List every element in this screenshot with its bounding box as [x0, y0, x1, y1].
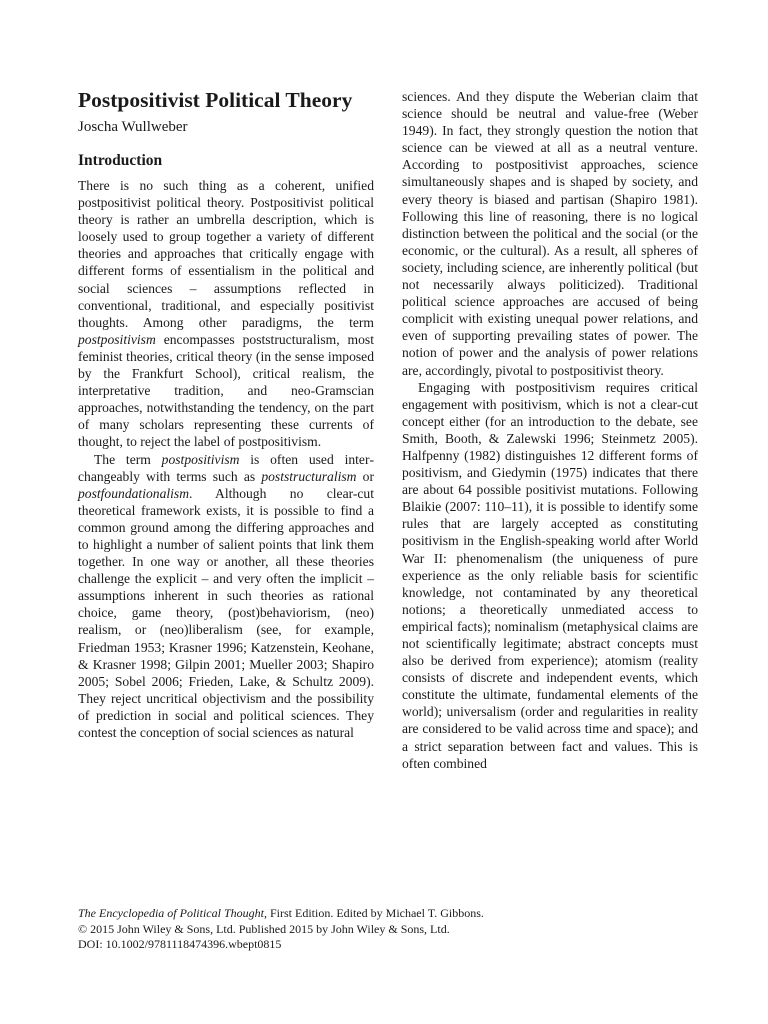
- paragraph-1-rest: encompasses poststructuralism, most feminist theories, critical theory (in the sense imposed by the Frankfurt School), critical realism, the interpretative tradition, and neo-Gramscian approaches, notwithstanding the tendency, on the part of many scholars representing these currents of thought, to reject the label of postpositivism.: [78, 331, 374, 450]
- section-heading-introduction: Introduction: [78, 152, 163, 169]
- paragraph-1-text: There is no such thing as a coherent, unified postpositivist political theory. Postpositivist political theory is rather an umbrella description, which is loosely used to group together a variety of different theories and approaches that critically engage with different forms of essentialism in the political and social sciences – assumptions reflected in conventional, traditional, and especially positivist thoughts. Among other paradigms, the term: [78, 178, 374, 330]
- paragraph-2-part-c: or: [356, 468, 374, 484]
- paragraph-2-emphasis-2: poststructuralism: [261, 468, 357, 484]
- doi-line: DOI: 10.1002/9781118474396.wbept0815: [78, 937, 282, 951]
- paragraph-2-emphasis-1: postpositivism: [161, 451, 240, 467]
- paragraph-2-emphasis-3: postfoundationalism: [78, 485, 190, 501]
- paragraph-2-part-a: The term: [94, 451, 162, 467]
- citation-footer: [78, 906, 698, 953]
- article-author: Joscha Wullweber: [78, 119, 188, 135]
- book-title: The Encyclopedia of Political Thought: [78, 906, 264, 920]
- edition-text: , First Edition. Edited by Michael T. Gibbons.: [263, 906, 484, 920]
- paragraph-3: sciences. And they dispute the Weberian claim that science should be neutral and value-free (Weber 1949). In fact, they strongly question the notion that science can be viewed at all as a neutral venture. According to postpositivist approaches, science simultaneously shapes and is shaped by society, and every theory is biased and partisan (Shapiro 1981). Following this line of reasoning, there is no logical distinction between the political and the social (or the economic, or the cultural). As a result, all spheres of society, including science, are inherently political (but not necessarily always politicized). Traditional political science approaches are accused of being complicit with existing unequal power relations, and even of supporting prevailing states of power. The notion of power and the analysis of power relations are, accordingly, pivotal to postpositivist theory.: [402, 89, 698, 378]
- paragraph-1: [78, 177, 374, 451]
- paragraph-1-emphasis: postpositivism: [78, 331, 156, 347]
- right-column: [402, 88, 698, 772]
- citation-line-1: [78, 906, 698, 922]
- paragraph-2-part-b: is often used interchangeably with terms such as: [78, 451, 375, 484]
- paragraph-4: Engaging with postpositivism requires critical engagement with positivism, which is not a clear-cut concept either (for an introduction to the debate, see Smith, Booth, & Zalewski 1996; Steinmetz 2005). Halfpenny (1982) distinguishes 12 different forms of positivism, and Giedymin (1975) indicates that there are about 64 possible positivist mutations. Following Blaikie (2007: 110–11), it is possible to identify some rules that are largely accepted as constituting positivism in the English-speaking world after World War II: phenomenalism (the uniqueness of pure experience as the only reliable basis for scientific knowledge, not contaminated by any theoretical notions; a theoretically unmediated access to empirical facts); nominalism (metaphysical claims are not scientifically legitimate; abstract concepts must also be derived from experience); atomism (reality consists of discrete and independent events, which constitute the ultimate, fundamental elements of the world); universalism (order and regularities in reality are considered to be valid across time and space); and a strict separation between fact and values. This is often combined: [402, 379, 698, 771]
- paragraph-2-part-d: . Although no clear-cut theoretical framework exists, it is possible to find a common ground among the differing approaches and to highlight a number of salient points that link them together. In one way or another, all these theories challenge the explicit – and very often the implicit – assumptions inherent in such theories as rational choice, game theory, (post)behaviorism, (neo) realism, or (neo)liberalism (see, for example, Friedman 1953; Krasner 1996; Katzenstein, Keohane, & Krasner 1998; Gilpin 2001; Mueller 2003; Shapiro 2005; Sobel 2006; Frieden, Lake, & Schultz 2009). They reject uncritical objectivism and the possibility of prediction in social and political sciences. They contest the conception of social sciences as natural: [78, 485, 374, 740]
- copyright-line: © 2015 John Wiley & Sons, Ltd. Published 2015 by John Wiley & Sons, Ltd.: [78, 921, 450, 936]
- article-title: Postpositivist Political Theory: [78, 88, 353, 112]
- left-column: [78, 88, 374, 741]
- paragraph-2: [78, 451, 374, 742]
